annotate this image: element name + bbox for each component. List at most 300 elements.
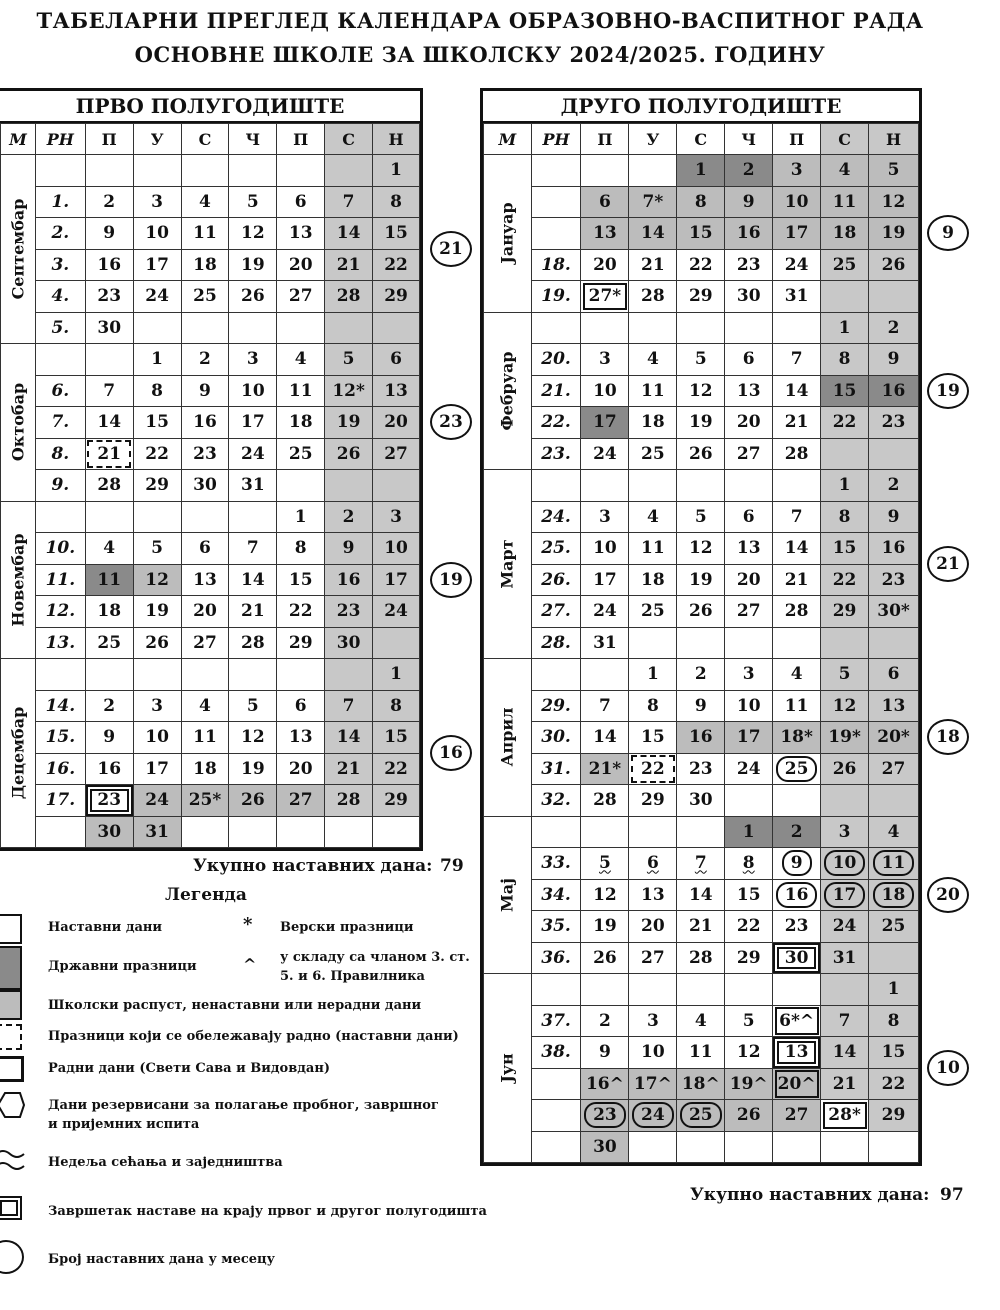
day-cell: 26	[677, 596, 725, 628]
day-cell	[773, 627, 821, 659]
day-cell: 9	[725, 186, 773, 218]
week-number	[35, 155, 85, 187]
exam-day-marker: 17	[824, 882, 866, 908]
day-cell: 5	[821, 659, 869, 691]
day-cell: 7	[325, 690, 373, 722]
second-half-panel	[480, 88, 922, 1166]
day-cell: 13	[869, 690, 919, 722]
week-number: 2.	[35, 218, 85, 250]
day-cell	[629, 848, 677, 880]
day-cell: 16^	[581, 1068, 629, 1100]
day-cell: 22	[869, 1068, 919, 1100]
day-cell: 26	[581, 942, 629, 974]
header-cell: У	[629, 124, 677, 155]
day-cell: 15	[277, 564, 325, 596]
day-cell: 13	[629, 879, 677, 911]
day-cell: 24	[133, 785, 181, 817]
day-cell: 8	[821, 501, 869, 533]
day-cell: 14	[773, 375, 821, 407]
header-cell: РН	[35, 124, 85, 155]
week-number	[531, 218, 581, 250]
day-cell: 18	[277, 407, 325, 439]
legend-star-symbol: *	[243, 914, 253, 935]
day-cell	[629, 627, 677, 659]
day-cell	[677, 470, 725, 502]
day-cell	[229, 155, 277, 187]
day-cell: 11	[821, 186, 869, 218]
day-cell	[773, 312, 821, 344]
day-cell	[821, 848, 869, 880]
day-cell: 10	[725, 690, 773, 722]
week-row	[1, 753, 420, 785]
header-cell: П	[773, 124, 821, 155]
day-cell	[677, 1100, 725, 1132]
legend-item-2: Школски распуст, ненаставни или нерадни дани	[48, 998, 422, 1013]
week-number: 12.	[35, 596, 85, 628]
day-cell	[229, 501, 277, 533]
week-row	[484, 974, 919, 1006]
day-cell: 22	[373, 249, 420, 281]
day-cell: 28	[773, 596, 821, 628]
legend-item-0: Наставни дани	[48, 920, 163, 935]
day-cell: 13	[773, 1037, 821, 1069]
day-cell: 30	[85, 816, 133, 848]
day-cell: 5	[869, 155, 919, 187]
day-cell: 12	[869, 186, 919, 218]
day-cell: 11	[181, 722, 229, 754]
legend-item-3: Празници који се обележавају радно (наставни дани)	[48, 1029, 459, 1044]
month-name: Март	[497, 539, 517, 589]
day-cell: 22	[725, 911, 773, 943]
day-cell	[277, 155, 325, 187]
legend-swatch-teaching	[0, 914, 22, 944]
day-cell	[869, 281, 919, 313]
header-cell: Ч	[725, 124, 773, 155]
week-row	[484, 1068, 919, 1100]
day-cell: 13	[181, 564, 229, 596]
memory-week-marker: 7	[694, 853, 707, 874]
day-cell	[725, 312, 773, 344]
day-cell: 6	[869, 659, 919, 691]
day-cell: 24	[373, 596, 420, 628]
week-number: 6.	[35, 375, 85, 407]
second-half-table	[483, 123, 919, 1163]
day-cell: 8	[629, 690, 677, 722]
month-cell	[1, 155, 36, 344]
day-cell: 21*	[581, 753, 629, 785]
day-cell	[629, 312, 677, 344]
day-cell: 20*	[869, 722, 919, 754]
day-cell: 9	[325, 533, 373, 565]
day-cell: 16	[677, 722, 725, 754]
day-cell: 12	[229, 218, 277, 250]
month-teaching-days-count: 10	[927, 1050, 969, 1086]
day-cell: 11	[677, 1037, 725, 1069]
week-row	[484, 816, 919, 848]
day-cell: 6	[725, 501, 773, 533]
legend-item-6: Недеља сећања и заједништва	[48, 1155, 283, 1170]
week-row	[1, 249, 420, 281]
week-row	[1, 659, 420, 691]
day-cell: 3	[629, 1005, 677, 1037]
week-row	[484, 1037, 919, 1069]
week-row	[484, 281, 919, 313]
day-cell	[773, 848, 821, 880]
day-cell	[133, 155, 181, 187]
day-cell: 18^	[677, 1068, 725, 1100]
day-cell: 30*	[869, 596, 919, 628]
week-row	[1, 155, 420, 187]
week-row	[484, 186, 919, 218]
header-cell: РН	[531, 124, 581, 155]
month-cell	[484, 659, 532, 817]
day-cell: 21	[325, 753, 373, 785]
week-number: 38.	[531, 1037, 581, 1069]
week-row	[484, 344, 919, 376]
day-cell: 4	[277, 344, 325, 376]
week-number	[35, 344, 85, 376]
title-line-1: ТАБЕЛАРНИ ПРЕГЛЕД КАЛЕНДАРА ОБРАЗОВНО-ВАСПИТНОГ РАДА	[36, 8, 924, 33]
week-row	[1, 438, 420, 470]
week-number	[531, 312, 581, 344]
day-cell	[85, 501, 133, 533]
week-row	[484, 1005, 919, 1037]
day-cell	[677, 974, 725, 1006]
day-cell: 2	[325, 501, 373, 533]
day-cell: 18	[821, 218, 869, 250]
day-cell: 27*	[581, 281, 629, 313]
day-cell: 2	[677, 659, 725, 691]
week-number: 7.	[35, 407, 85, 439]
day-cell: 21	[325, 249, 373, 281]
day-cell	[869, 848, 919, 880]
day-cell: 15	[821, 533, 869, 565]
day-cell: 4	[821, 155, 869, 187]
day-cell: 21	[629, 249, 677, 281]
day-cell: 12	[725, 1037, 773, 1069]
day-cell: 29	[869, 1100, 919, 1132]
day-cell: 25	[821, 249, 869, 281]
day-cell: 21	[677, 911, 725, 943]
week-row	[1, 533, 420, 565]
week-row	[484, 942, 919, 974]
day-cell: 5	[677, 344, 725, 376]
exam-day-marker: 24	[632, 1102, 674, 1128]
day-cell: 26	[229, 785, 277, 817]
day-cell: 18	[85, 596, 133, 628]
day-cell: 25	[629, 438, 677, 470]
day-cell: 30	[85, 312, 133, 344]
day-cell: 20	[181, 596, 229, 628]
week-number: 32.	[531, 785, 581, 817]
day-cell: 29	[821, 596, 869, 628]
week-number: 22.	[531, 407, 581, 439]
day-cell: 17	[581, 564, 629, 596]
legend-swatch-double	[0, 1196, 22, 1220]
week-number: 27.	[531, 596, 581, 628]
day-cell	[85, 155, 133, 187]
day-cell	[677, 312, 725, 344]
legend-item-8: Број наставних дана у месецу	[48, 1252, 275, 1267]
day-cell	[85, 659, 133, 691]
day-cell: 14	[229, 564, 277, 596]
day-cell: 22	[373, 753, 420, 785]
day-cell	[373, 627, 420, 659]
week-number: 16.	[35, 753, 85, 785]
day-cell: 20	[277, 753, 325, 785]
day-cell: 2	[725, 155, 773, 187]
week-number: 9.	[35, 470, 85, 502]
week-row	[484, 879, 919, 911]
week-number	[531, 1068, 581, 1100]
day-cell	[725, 1131, 773, 1163]
day-cell: 14	[325, 218, 373, 250]
day-cell: 9	[581, 1037, 629, 1069]
day-cell: 3	[725, 659, 773, 691]
day-cell: 31	[229, 470, 277, 502]
day-cell: 17	[133, 753, 181, 785]
day-cell	[181, 155, 229, 187]
week-row	[1, 344, 420, 376]
day-cell: 24	[581, 438, 629, 470]
week-number: 31.	[531, 753, 581, 785]
week-row	[1, 785, 420, 817]
day-cell: 16	[325, 564, 373, 596]
day-cell	[325, 312, 373, 344]
week-number	[531, 186, 581, 218]
day-cell: 21	[773, 564, 821, 596]
day-cell: 23	[325, 596, 373, 628]
day-cell: 20^	[773, 1068, 821, 1100]
day-cell: 9	[181, 375, 229, 407]
day-cell: 7	[773, 344, 821, 376]
day-cell: 4	[773, 659, 821, 691]
day-cell: 8	[373, 690, 420, 722]
day-cell	[869, 942, 919, 974]
day-cell: 26	[677, 438, 725, 470]
day-cell	[373, 816, 420, 848]
day-cell: 17	[373, 564, 420, 596]
legend-circle-icon	[0, 1240, 24, 1274]
week-number: 29.	[531, 690, 581, 722]
day-cell: 25	[869, 911, 919, 943]
header-cell: Н	[869, 124, 919, 155]
day-cell	[869, 438, 919, 470]
week-row	[1, 470, 420, 502]
day-cell: 11	[277, 375, 325, 407]
exam-day-marker: 16	[776, 882, 818, 908]
day-cell: 11	[629, 375, 677, 407]
day-cell: 6	[725, 344, 773, 376]
week-row	[1, 722, 420, 754]
day-cell: 11	[773, 690, 821, 722]
day-cell: 20	[725, 564, 773, 596]
day-cell	[677, 816, 725, 848]
day-cell: 6	[277, 186, 325, 218]
day-cell: 22	[821, 407, 869, 439]
exam-day-marker: 10	[824, 850, 866, 876]
legend-wave-icon	[0, 1148, 26, 1172]
month-cell	[484, 312, 532, 470]
week-number	[35, 659, 85, 691]
day-cell: 30	[181, 470, 229, 502]
day-cell: 12	[581, 879, 629, 911]
week-row	[484, 1100, 919, 1132]
day-cell: 20	[277, 249, 325, 281]
day-cell: 20	[581, 249, 629, 281]
day-cell	[869, 785, 919, 817]
day-cell: 10	[581, 375, 629, 407]
day-cell: 19	[677, 407, 725, 439]
day-cell: 24	[229, 438, 277, 470]
week-number: 10.	[35, 533, 85, 565]
day-cell: 29	[677, 281, 725, 313]
day-cell: 27	[629, 942, 677, 974]
day-cell	[725, 470, 773, 502]
day-cell: 25	[277, 438, 325, 470]
day-cell: 16	[869, 375, 919, 407]
exam-day-marker: 18	[873, 882, 915, 908]
day-cell: 30	[725, 281, 773, 313]
day-cell: 27	[725, 438, 773, 470]
week-row	[484, 249, 919, 281]
week-number	[531, 659, 581, 691]
day-cell: 31	[133, 816, 181, 848]
header-cell: П	[277, 124, 325, 155]
day-cell: 25	[85, 627, 133, 659]
day-cell	[229, 659, 277, 691]
day-cell: 22	[133, 438, 181, 470]
day-cell: 5	[229, 186, 277, 218]
day-cell: 26	[869, 249, 919, 281]
header-cell: У	[133, 124, 181, 155]
memory-week-marker: 5	[599, 853, 611, 874]
legend-swatch-holiday	[0, 946, 22, 990]
day-cell: 16	[85, 249, 133, 281]
day-cell: 6*^	[773, 1005, 821, 1037]
week-number	[531, 155, 581, 187]
week-number	[35, 816, 85, 848]
day-cell	[773, 1131, 821, 1163]
day-cell: 4	[629, 344, 677, 376]
day-cell	[821, 627, 869, 659]
week-row	[484, 627, 919, 659]
day-cell: 24	[725, 753, 773, 785]
week-row	[484, 312, 919, 344]
day-cell: 26	[821, 753, 869, 785]
month-name: Децембар	[8, 706, 28, 800]
day-cell: 28	[773, 438, 821, 470]
day-cell: 13	[581, 218, 629, 250]
day-cell: 28	[581, 785, 629, 817]
legend-item-7: Завршетак наставе на крају првог и другог полугодишта	[48, 1204, 487, 1219]
day-cell: 15	[373, 218, 420, 250]
day-cell: 1	[725, 816, 773, 848]
month-teaching-days-count: 23	[430, 404, 472, 440]
first-half-total-value: 79	[440, 856, 464, 876]
day-cell: 5	[725, 1005, 773, 1037]
month-name: Октобар	[8, 383, 28, 462]
day-cell: 14	[821, 1037, 869, 1069]
day-cell: 17^	[629, 1068, 677, 1100]
day-cell: 4	[629, 501, 677, 533]
week-number	[35, 501, 85, 533]
week-row	[484, 1131, 919, 1163]
day-cell: 31	[773, 281, 821, 313]
week-row	[484, 407, 919, 439]
day-cell: 23	[85, 785, 133, 817]
day-cell: 15	[725, 879, 773, 911]
day-cell: 4	[677, 1005, 725, 1037]
day-cell: 30	[325, 627, 373, 659]
day-cell: 10	[581, 533, 629, 565]
day-cell: 2	[773, 816, 821, 848]
day-cell	[581, 848, 629, 880]
day-cell: 18	[629, 564, 677, 596]
week-row	[484, 218, 919, 250]
day-cell	[821, 1131, 869, 1163]
day-cell: 7	[85, 375, 133, 407]
day-cell: 15	[869, 1037, 919, 1069]
day-cell: 2	[869, 470, 919, 502]
memory-week-marker: 8	[742, 853, 755, 874]
day-cell: 24	[581, 596, 629, 628]
day-cell: 8	[677, 186, 725, 218]
day-cell: 22	[677, 249, 725, 281]
day-cell: 27	[277, 281, 325, 313]
day-cell: 11	[629, 533, 677, 565]
month-cell	[484, 470, 532, 659]
day-cell: 8	[869, 1005, 919, 1037]
day-cell	[869, 879, 919, 911]
day-cell: 29	[373, 281, 420, 313]
month-cell	[1, 501, 36, 659]
week-row	[484, 596, 919, 628]
day-cell: 24	[773, 249, 821, 281]
day-cell: 29	[133, 470, 181, 502]
day-cell: 5	[133, 533, 181, 565]
day-cell: 28	[229, 627, 277, 659]
day-cell	[821, 879, 869, 911]
day-cell: 27	[869, 753, 919, 785]
week-row	[1, 281, 420, 313]
day-cell	[629, 1100, 677, 1132]
legend-swatch-dashed	[0, 1024, 22, 1050]
day-cell	[581, 816, 629, 848]
week-number: 26.	[531, 564, 581, 596]
day-cell: 1	[277, 501, 325, 533]
day-cell	[821, 974, 869, 1006]
day-cell: 3	[373, 501, 420, 533]
day-cell	[821, 785, 869, 817]
legend-item-5: Дани резервисани за полагање пробног, завршног и пријемних испита	[48, 1098, 439, 1132]
day-cell: 2	[85, 186, 133, 218]
day-cell: 21	[229, 596, 277, 628]
day-cell: 13	[725, 375, 773, 407]
header-cell: С	[181, 124, 229, 155]
week-row	[484, 690, 919, 722]
week-row	[1, 816, 420, 848]
day-cell: 17	[725, 722, 773, 754]
week-row	[1, 596, 420, 628]
day-cell: 4	[869, 816, 919, 848]
day-cell	[629, 1131, 677, 1163]
day-cell: 3	[581, 501, 629, 533]
day-cell	[869, 1131, 919, 1163]
day-cell: 3	[821, 816, 869, 848]
day-cell: 1	[821, 312, 869, 344]
month-cell	[1, 344, 36, 502]
